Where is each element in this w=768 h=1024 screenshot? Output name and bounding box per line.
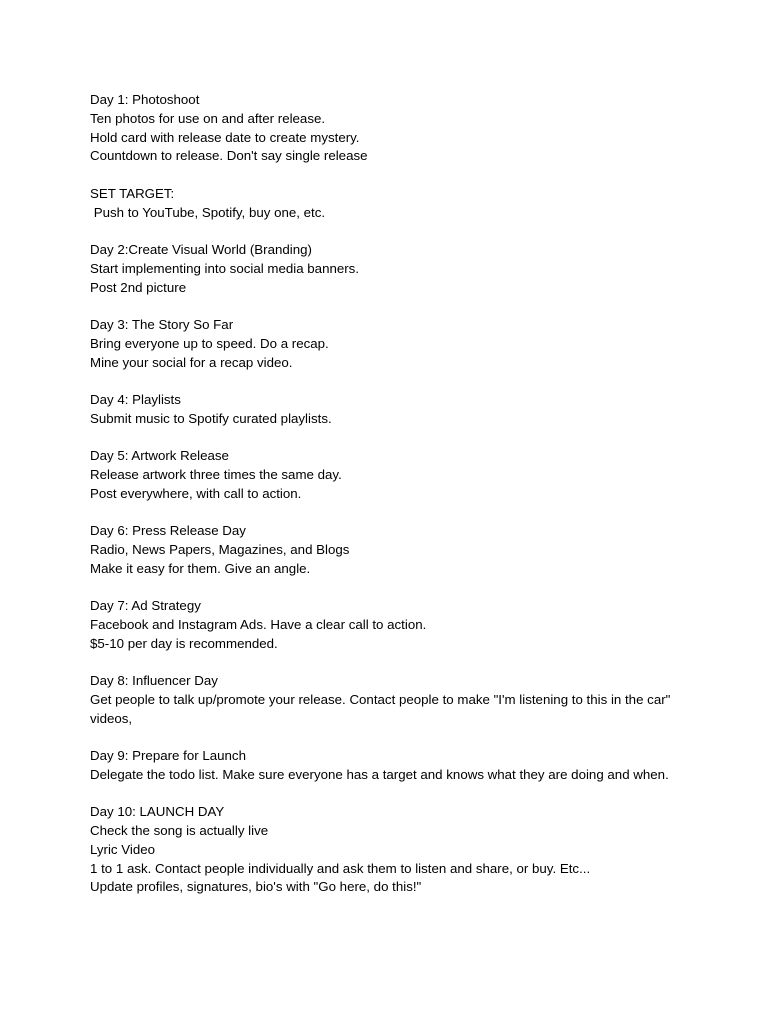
section-set-target <box>90 185 680 223</box>
section-heading: Day 9: Prepare for Launch <box>90 748 246 764</box>
section-heading: Day 2:Create Visual World (Branding) <box>90 241 312 257</box>
section-heading: Day 5: Artwork Release <box>90 448 229 464</box>
section-line: Push to YouTube, Spotify, buy one, etc. <box>90 204 326 220</box>
section-line: Submit music to Spotify curated playlists. <box>90 410 332 426</box>
section-heading: Day 8: Influencer Day <box>90 673 218 689</box>
section-heading: SET TARGET: <box>90 185 175 201</box>
section-line: Radio, News Papers, Magazines, and Blogs <box>90 541 350 557</box>
section-heading: Day 10: LAUNCH DAY <box>90 804 225 820</box>
section-day-4 <box>90 391 680 429</box>
section-line: Facebook and Instagram Ads. Have a clear call to action. <box>90 616 427 632</box>
section-line: Mine your social for a recap video. <box>90 354 293 370</box>
section-heading: Day 3: The Story So Far <box>90 316 234 332</box>
section-line: 1 to 1 ask. Contact people individually and ask them to listen and share, or buy. Etc... <box>90 860 591 876</box>
section-day-10 <box>90 803 680 897</box>
section-line: Countdown to release. Don't say single release <box>90 148 368 164</box>
section-line: Update profiles, signatures, bio's with "Go here, do this!" <box>90 879 422 895</box>
section-day-7 <box>90 597 680 653</box>
section-day-1 <box>90 91 680 166</box>
section-heading: Day 1: Photoshoot <box>90 92 200 107</box>
section-day-8 <box>90 672 680 728</box>
section-line: Post everywhere, with call to action. <box>90 485 302 501</box>
section-day-6 <box>90 522 680 578</box>
section-line: Delegate the todo list. Make sure everyone has a target and knows what they are doing and when. <box>90 766 669 782</box>
section-day-9 <box>90 747 680 785</box>
section-day-5 <box>90 447 680 503</box>
section-line: Get people to talk up/promote your release. Contact people to make "I'm listening to this in the car" videos, <box>90 691 675 726</box>
section-line: $5-10 per day is recommended. <box>90 635 278 651</box>
section-day-3 <box>90 316 680 372</box>
document-page <box>90 91 680 916</box>
section-heading: Day 6: Press Release Day <box>90 523 246 539</box>
section-line: Ten photos for use on and after release. <box>90 110 326 126</box>
section-line: Bring everyone up to speed. Do a recap. <box>90 335 329 351</box>
section-line: Check the song is actually live <box>90 823 269 839</box>
section-line: Start implementing into social media banners. <box>90 260 360 276</box>
section-line: Release artwork three times the same day. <box>90 466 342 482</box>
section-line: Hold card with release date to create mystery. <box>90 129 360 145</box>
section-line: Post 2nd picture <box>90 279 187 295</box>
section-line: Lyric Video <box>90 841 156 857</box>
section-heading: Day 7: Ad Strategy <box>90 598 201 614</box>
section-line: Make it easy for them. Give an angle. <box>90 560 311 576</box>
section-day-2 <box>90 241 680 297</box>
section-heading: Day 4: Playlists <box>90 391 181 407</box>
